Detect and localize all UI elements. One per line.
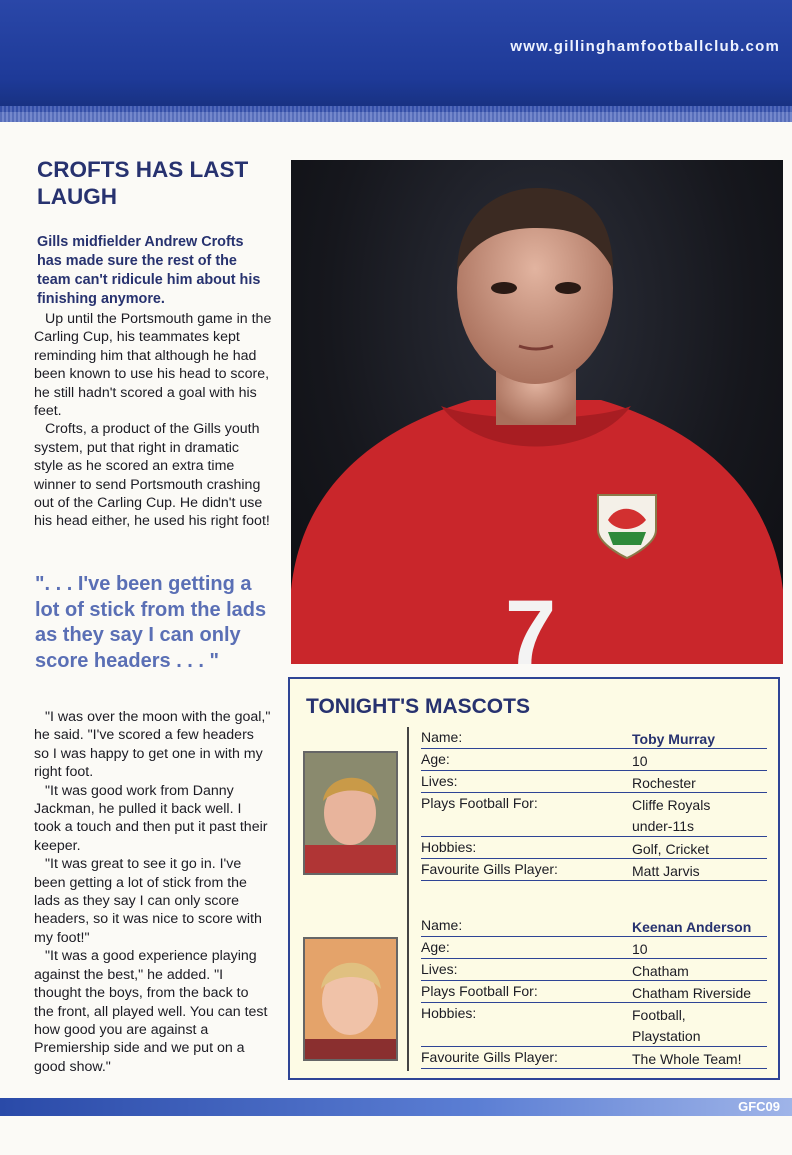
mascot-2-hobbies	[632, 1005, 767, 1047]
paragraph: Up until the Portsmouth game in the Carling Cup, his teammates kept reminding him that although he had been known to use his head to score, he still hadn't scored a goal with his feet.	[34, 311, 272, 420]
mascot-1-row-lives	[421, 771, 767, 793]
favourite-label: Favourite Gills Player:	[421, 1049, 558, 1065]
mascots-box	[288, 677, 780, 1080]
lives-label: Lives:	[421, 961, 458, 977]
hobbies-label: Hobbies:	[421, 1005, 477, 1021]
mascot-1-row-hobbies	[421, 837, 767, 859]
mascot-1-age: 10	[632, 753, 648, 769]
mascot-2-photo	[303, 937, 398, 1061]
column-divider	[407, 727, 409, 1071]
mascot-2-hobbies-line-2: Playstation	[632, 1028, 701, 1044]
footer-bar	[0, 1098, 792, 1116]
mascot-2-row-age	[421, 937, 767, 959]
header-stripe	[0, 106, 792, 122]
favourite-label: Favourite Gills Player:	[421, 861, 558, 877]
mascot-2-hobbies-line-1: Football,	[632, 1007, 686, 1023]
mascot-2-favourite: The Whole Team!	[632, 1051, 742, 1067]
player-illustration	[291, 160, 783, 664]
article-body-top	[34, 310, 272, 531]
age-label: Age:	[421, 751, 450, 767]
article-headline: CROFTS HAS LAST LAUGH	[37, 157, 249, 209]
mascot-1-lives: Rochester	[632, 775, 696, 791]
paragraph: "It was good work from Danny Jackman, he pulled it back well. I took a touch and then put it past their keeper.	[34, 782, 268, 854]
name-label: Name:	[421, 917, 463, 933]
plays-label: Plays Football For:	[421, 795, 538, 811]
lives-label: Lives:	[421, 773, 458, 789]
mascot-1-row-favourite	[421, 859, 767, 881]
mascot-2-row-hobbies	[421, 1003, 767, 1047]
mascots-title: TONIGHT'S MASCOTS	[306, 695, 530, 718]
page-code: GFC09	[738, 1099, 780, 1114]
mascot-2-row-plays	[421, 981, 767, 1003]
paragraph: "It was great to see it go in. I've been getting a lot of stick from the lads as they say I can only score headers, so it was nice to score with my foot!"	[34, 856, 262, 946]
plays-label: Plays Football For:	[421, 983, 538, 999]
mascot-1-row-plays	[421, 793, 767, 837]
mascot-1-name: Toby Murray	[632, 731, 715, 747]
mascot-2-image	[305, 939, 396, 1059]
mascot-2-lives: Chatham	[632, 963, 689, 979]
mascot-2-row-lives	[421, 959, 767, 981]
mascot-1-row-name	[421, 727, 767, 749]
mascot-1-favourite: Matt Jarvis	[632, 863, 700, 879]
mascot-2-plays: Chatham Riverside	[632, 985, 752, 1001]
mascot-1-row-age	[421, 749, 767, 771]
age-label: Age:	[421, 939, 450, 955]
mascot-2-age: 10	[632, 941, 648, 957]
name-label: Name:	[421, 729, 463, 745]
mascot-2-name: Keenan Anderson	[632, 919, 752, 935]
article-lead: Gills midfielder Andrew Crofts has made sure the rest of the team can't ridicule him about his finishing anymore.	[37, 234, 261, 307]
mascot-2-row-favourite	[421, 1047, 767, 1069]
site-url[interactable]: www.gillinghamfootballclub.com	[510, 38, 780, 55]
paragraph: "It was a good experience playing against the best," he added. "I thought the boys, from the back to the front, all played well. You can test how good you are against a Premiership side and we put on a good show."	[34, 948, 268, 1075]
player-photo	[291, 160, 783, 664]
article-body-bottom	[34, 708, 272, 1076]
hobbies-label: Hobbies:	[421, 839, 477, 855]
shirt-number: 7	[505, 582, 557, 664]
mascot-1-plays	[632, 795, 767, 837]
mascot-1-hobbies: Golf, Cricket	[632, 841, 710, 857]
mascot-1-photo	[303, 751, 398, 875]
pull-quote: ". . . I've been getting a lot of stick from the lads as they say I can only score headers . . . "	[35, 573, 267, 672]
mascot-1-image	[305, 753, 396, 873]
paragraph: Crofts, a product of the Gills youth system, put that right in dramatic style as he scored an extra time winner to send Portsmouth crashing out of the Carling Cup. He didn't use his head either, he used his right foot!	[34, 421, 270, 530]
mascot-2-row-name	[421, 915, 767, 937]
mascot-1-plays-line-1: Cliffe Royals	[632, 797, 711, 813]
header-band	[0, 0, 792, 112]
paragraph: "I was over the moon with the goal," he said. "I've scored a few headers so I was happy to get one in with my right foot.	[34, 709, 271, 781]
mascot-1-plays-line-2: under-11s	[632, 818, 695, 834]
